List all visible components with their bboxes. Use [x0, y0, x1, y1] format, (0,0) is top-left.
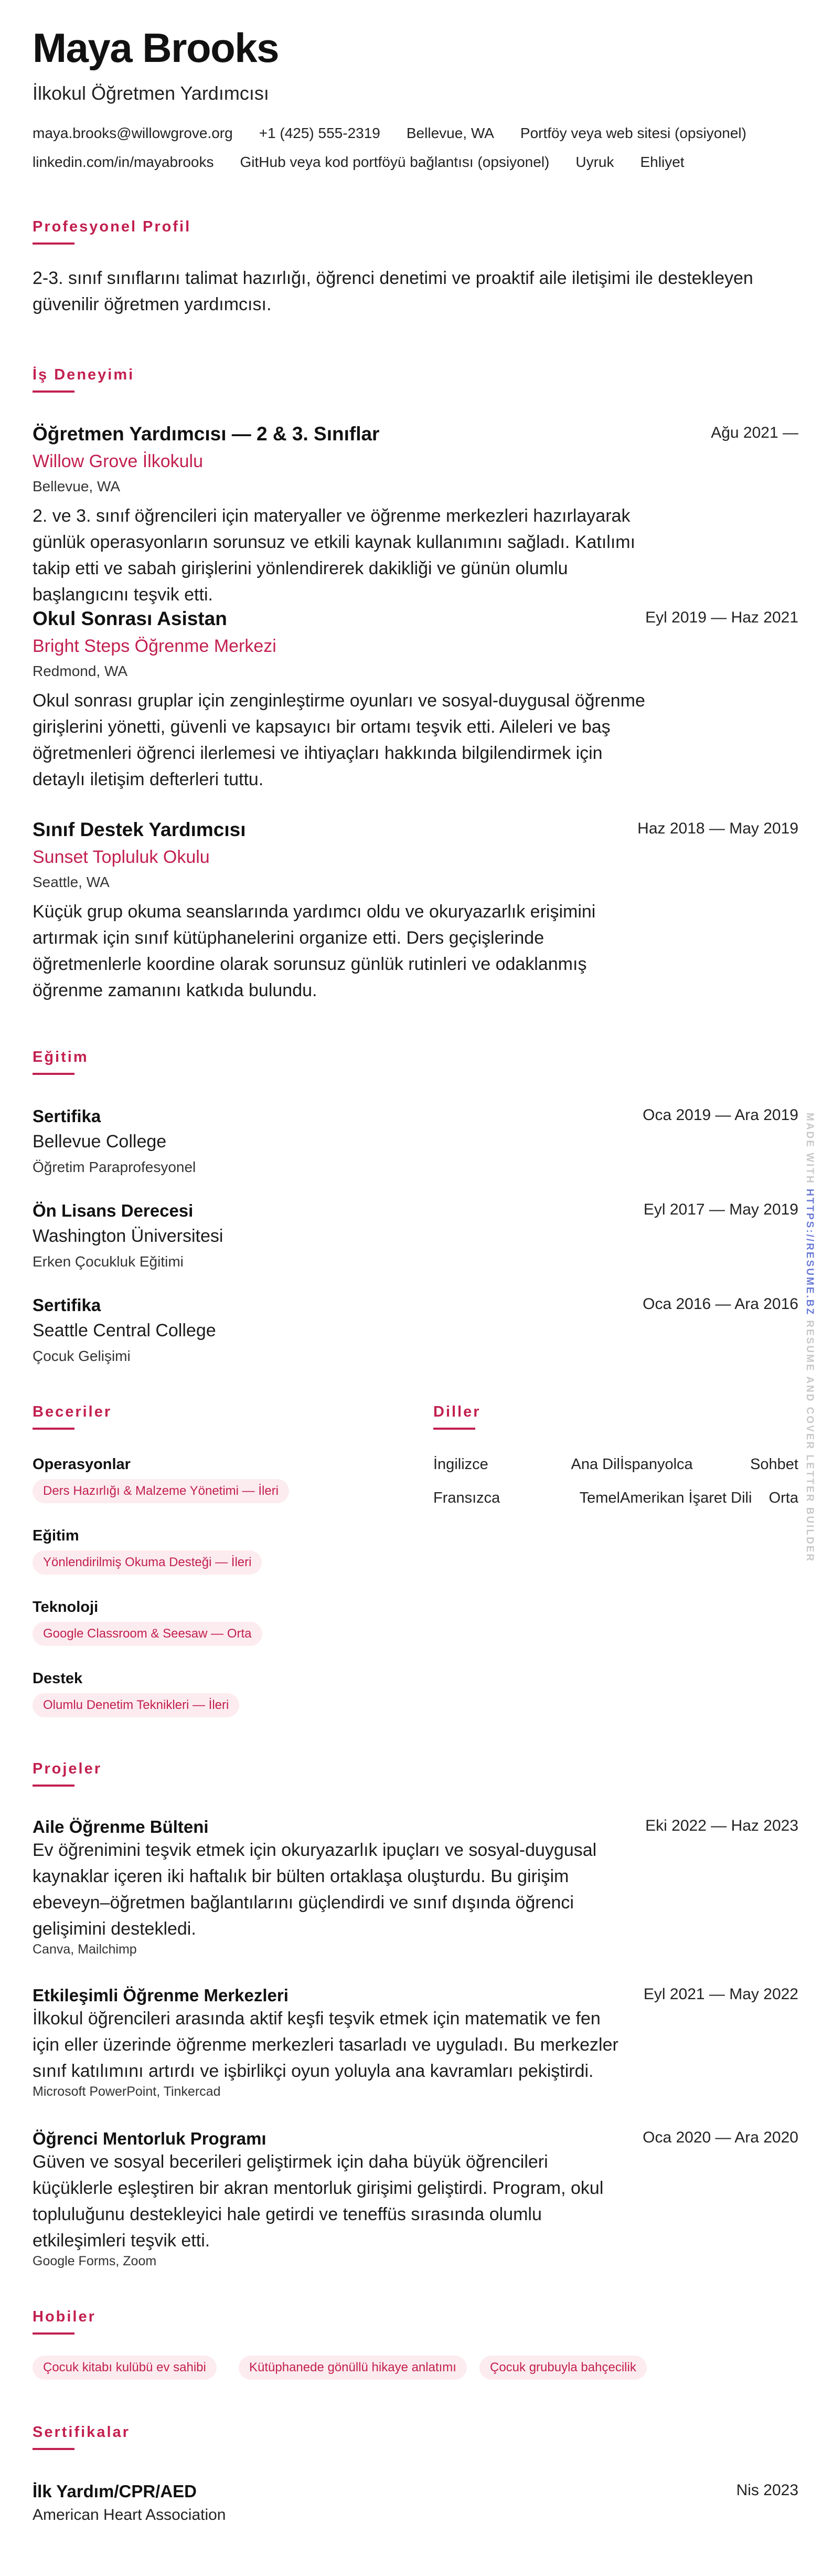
- job-description: 2. ve 3. sınıf öğrencileri için materyaller ve öğrenme merkezleri hazırlayarak günlük operasyonların sorunsuz ve etkili kaynak kullanımını sağladı. Katılımı takip etti ve sabah girişlerini yönlendirerek dakikliği ve günün olumlu başlangıcını teşvik etti.: [33, 506, 636, 605]
- languages-rule: [433, 1428, 475, 1430]
- job-location: Redmond, WA: [33, 663, 128, 679]
- project-title: Öğrenci Mentorluk Programı: [33, 2129, 266, 2148]
- contact-location: Bellevue, WA: [406, 125, 494, 141]
- contact-row-2: [33, 155, 711, 170]
- job-org: Sunset Topluluk Okulu: [33, 847, 210, 867]
- skill-category: Eğitim: [33, 1527, 79, 1544]
- contact-license: Ehliyet: [640, 154, 685, 170]
- language-level: Temel: [579, 1490, 620, 1506]
- hobbies-heading: Hobiler: [33, 2308, 96, 2325]
- job-date: Eyl 2019 — Haz 2021: [645, 609, 798, 626]
- edu-field: Öğretim Paraprofesyonel: [33, 1159, 196, 1175]
- contact-github: GitHub veya kod portföyü bağlantısı (opsiyonel): [240, 154, 550, 170]
- edu-date: Eyl 2017 — May 2019: [643, 1201, 798, 1218]
- project-title: Aile Öğrenme Bülteni: [33, 1817, 209, 1836]
- side-credit-link[interactable]: HTTPS://RESUME.BZ: [804, 1189, 815, 1316]
- hobby-chip: Kütüphanede gönüllü hikaye anlatımı: [239, 2356, 467, 2380]
- skill-chip: Yönlendirilmiş Okuma Desteği — İleri: [33, 1550, 262, 1575]
- job-title: Okul Sonrası Asistan: [33, 608, 227, 629]
- contact-phone[interactable]: +1 (425) 555-2319: [259, 125, 380, 141]
- language-level: Sohbet: [750, 1456, 798, 1473]
- edu-degree: Sertifika: [33, 1295, 101, 1315]
- language-level: Orta: [768, 1490, 798, 1506]
- edu-date: Oca 2016 — Ara 2016: [643, 1295, 798, 1313]
- language-name: Fransızca: [433, 1490, 500, 1506]
- cert-date: Nis 2023: [736, 2482, 798, 2499]
- certifications-heading: Sertifikalar: [33, 2424, 130, 2441]
- project-description: Ev öğrenimini teşvik etmek için okuryazarlık ipuçları ve sosyal-duygusal kaynaklar içeren iki haftalık bir bülten ortaklaşa oluşturdu. Bu girişim ebeveyn–öğretmen bağlantılarını güçlendirdi ve sınıf dışında öğrenci gelişimini destekledi.: [33, 1840, 597, 1939]
- hobby-chip: Çocuk grubuyla bahçecilik: [479, 2356, 647, 2380]
- job-description: Küçük grup okuma seanslarında yardımcı oldu ve okuryazarlık erişimini artırmak için sınıf kütüphanelerini organize etti. Ders geçişlerinde öğretmenlerle koordine olarak sorunsuz günlük rutinleri ve odaklanmış öğrenme zamanını katkıda bulundu.: [33, 902, 596, 1000]
- skill-category: Operasyonlar: [33, 1456, 131, 1473]
- edu-field: Erken Çocukluk Eğitimi: [33, 1253, 184, 1270]
- cert-name: İlk Yardım/CPR/AED: [33, 2482, 197, 2501]
- project-tools: Microsoft PowerPoint, Tinkercad: [33, 2084, 221, 2099]
- project-title: Etkileşimli Öğrenme Merkezleri: [33, 1986, 289, 2005]
- job-description: Okul sonrası gruplar için zenginleştirme oyunları ve sosyal-duygusal öğrenme girişlerini yönetti, güvenli ve kapsayıcı bir ortamı teşvik etti. Aileleri ve baş öğretmenleri öğrenci ilerlemesi ve ihtiyaçları hakkında bilgilendirmek için detaylı iletişim defterleri tuttu.: [33, 691, 645, 789]
- candidate-name: Maya Brooks: [33, 25, 279, 71]
- skill-chip: Olumlu Denetim Teknikleri — İleri: [33, 1693, 239, 1717]
- skill-category: Teknoloji: [33, 1599, 99, 1616]
- job-date: Ağu 2021 —: [711, 424, 798, 441]
- experience-heading: İş Deneyimi: [33, 366, 135, 383]
- hobby-chip: Çocuk kitabı kulübü ev sahibi: [33, 2356, 217, 2380]
- contact-nationality: Uyruk: [575, 154, 614, 170]
- education-heading: Eğitim: [33, 1049, 89, 1065]
- cert-issuer: American Heart Association: [33, 2506, 226, 2524]
- profile-text: 2-3. sınıf sınıflarını talimat hazırlığı, öğrenci denetimi ve proaktif aile iletişimi ile destekleyen güvenilir öğretmen yardımcısı.: [33, 268, 753, 314]
- contact-linkedin[interactable]: linkedin.com/in/mayabrooks: [33, 154, 214, 170]
- skill-chip: Ders Hazırlığı & Malzeme Yönetimi — İleri: [33, 1479, 289, 1503]
- skills-rule: [33, 1428, 74, 1430]
- project-tools: Canva, Mailchimp: [33, 1942, 137, 1957]
- edu-degree: Ön Lisans Derecesi: [33, 1201, 194, 1220]
- job-date: Haz 2018 — May 2019: [637, 820, 798, 837]
- edu-school: Bellevue College: [33, 1132, 167, 1152]
- edu-field: Çocuk Gelişimi: [33, 1348, 131, 1364]
- candidate-role: İlkokul Öğretmen Yardımcısı: [33, 82, 269, 104]
- certifications-rule: [33, 2448, 74, 2450]
- job-location: Bellevue, WA: [33, 478, 121, 494]
- project-description: Güven ve sosyal becerileri geliştirmek için daha büyük öğrencileri küçüklerle eşleştiren bir akran mentorluk girişimi geliştirdi. Program, okul topluluğunu destekleyici hale getirdi ve teneffüs sırasında olumlu etkileşimleri teşvik etti.: [33, 2152, 604, 2251]
- job-title: Öğretmen Yardımcısı — 2 & 3. Sınıflar: [33, 423, 380, 445]
- project-date: Eki 2022 — Haz 2023: [645, 1817, 798, 1834]
- project-date: Eyl 2021 — May 2022: [643, 1986, 798, 2003]
- edu-school: Washington Üniversitesi: [33, 1226, 223, 1246]
- skill-chip: Google Classroom & Seesaw — Orta: [33, 1622, 262, 1646]
- language-name: İngilizce: [433, 1456, 488, 1473]
- education-rule: [33, 1073, 74, 1075]
- side-credit-prefix: MADE WITH: [804, 1113, 815, 1185]
- edu-degree: Sertifika: [33, 1106, 101, 1126]
- job-location: Seattle, WA: [33, 874, 110, 890]
- profile-rule: [33, 242, 74, 245]
- project-tools: Google Forms, Zoom: [33, 2254, 157, 2268]
- project-date: Oca 2020 — Ara 2020: [643, 2129, 798, 2146]
- side-credit: [803, 1113, 818, 1563]
- edu-date: Oca 2019 — Ara 2019: [643, 1106, 798, 1124]
- languages-heading: Diller: [433, 1403, 481, 1420]
- job-org: Willow Grove İlkokulu: [33, 451, 203, 471]
- skill-category: Destek: [33, 1670, 83, 1687]
- job-org: Bright Steps Öğrenme Merkezi: [33, 636, 276, 656]
- experience-rule: [33, 390, 74, 393]
- contact-portfolio: Portföy veya web sitesi (opsiyonel): [520, 125, 746, 141]
- skills-heading: Beceriler: [33, 1403, 112, 1420]
- profile-heading: Profesyonel Profil: [33, 218, 191, 235]
- contact-row-1: [33, 126, 773, 141]
- language-name: İspanyolca: [620, 1456, 693, 1473]
- contact-email[interactable]: maya.brooks@willowgrove.org: [33, 125, 233, 141]
- edu-school: Seattle Central College: [33, 1321, 216, 1340]
- side-credit-suffix: RESUME AND COVER LETTER BUILDER: [804, 1320, 815, 1563]
- hobbies-rule: [33, 2332, 74, 2335]
- language-name: Amerikan İşaret Dili: [620, 1490, 752, 1506]
- job-title: Sınıf Destek Yardımcısı: [33, 819, 246, 840]
- project-description: İlkokul öğrencileri arasında aktif keşfi teşvik etmek için matematik ve fen için eller üzerinde öğrenme merkezleri tasarladı ve uyguladı. Bu merkezler sınıf katılımını artırdı ve işbirlikçi oyun yoluyla ana kavramları pekiştirdi.: [33, 2009, 618, 2081]
- projects-heading: Projeler: [33, 1760, 102, 1777]
- projects-rule: [33, 1785, 74, 1787]
- language-level: Ana Dil: [571, 1456, 620, 1473]
